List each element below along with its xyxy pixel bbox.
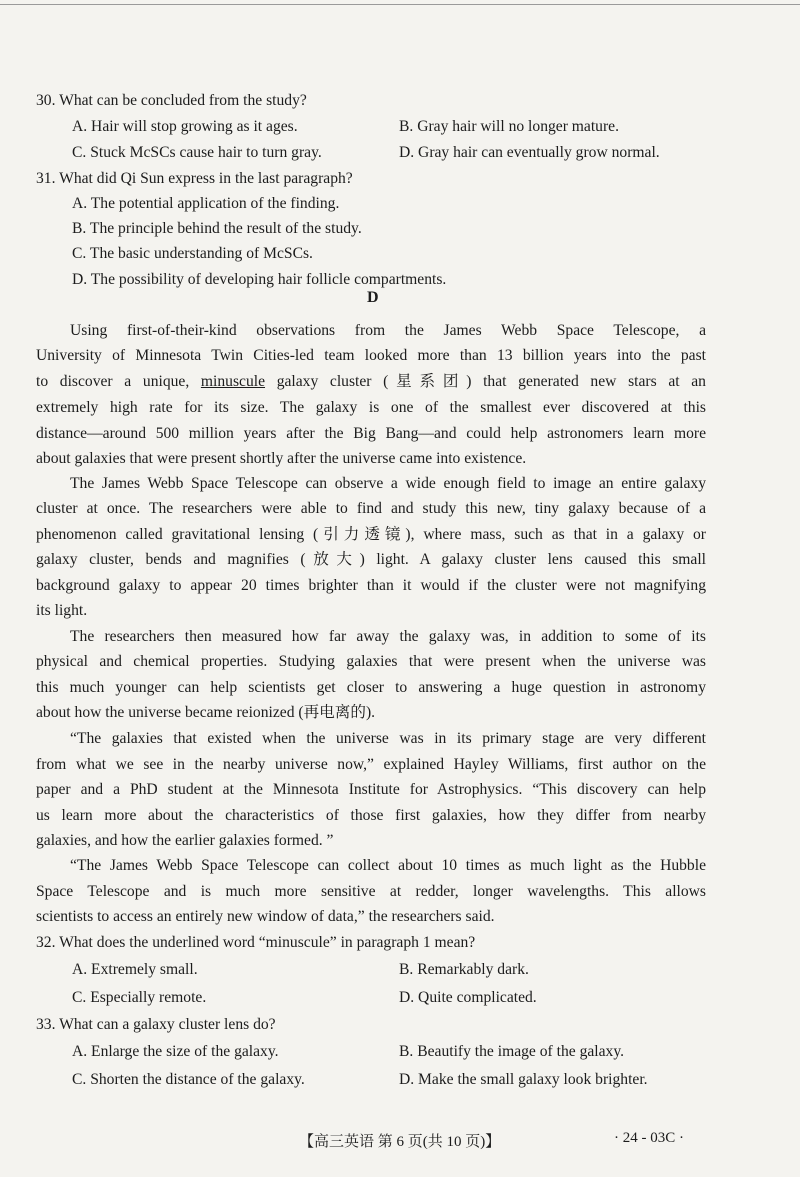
- q33-option-d: D. Make the small galaxy look brighter.: [399, 1071, 648, 1088]
- passage-p3-line: The researchers then measured how far away the galaxy was, in addition to some of its: [70, 628, 706, 645]
- p1-text: to discover a unique,: [36, 373, 190, 390]
- q32-option-a: A. Extremely small.: [72, 961, 198, 978]
- page-footer-code: · 24 - 03C ·: [614, 1130, 684, 1146]
- q31-option-d: D. The possibility of developing hair follicle compartments.: [72, 271, 447, 288]
- passage-p3-line: this much younger can help scientists get closer to answering a huge question in astronomy: [36, 679, 706, 696]
- passage-p1-line: about galaxies that were present shortly after the universe came into existence.: [36, 450, 527, 467]
- q31-option-c: C. The basic understanding of McSCs.: [72, 245, 313, 262]
- passage-p1-line: [36, 372, 706, 392]
- q33-option-c: C. Shorten the distance of the galaxy.: [72, 1071, 305, 1088]
- q30-option-d: D. Gray hair can eventually grow normal.: [399, 144, 660, 161]
- q32-option-b: B. Remarkably dark.: [399, 961, 529, 978]
- q31-stem: 31. What did Qi Sun express in the last paragraph?: [36, 170, 353, 187]
- passage-p4-line: paper and a PhD student at the Minnesota Institute for Astrophysics. “This discovery can help: [36, 781, 706, 798]
- q31-option-a: A. The potential application of the finding.: [72, 195, 340, 212]
- passage-p4-line: galaxies, and how the earlier galaxies formed. ”: [36, 832, 334, 849]
- passage-p2-line: galaxy cluster, bends and magnifies (放大) light. A galaxy cluster lens caused this small: [36, 551, 706, 568]
- passage-p1-line: University of Minnesota Twin Cities-led team looked more than 13 billion years into the past: [36, 347, 706, 364]
- passage-p4-line: us learn more about the characteristics of those first galaxies, how they differ from nearby: [36, 807, 706, 824]
- q30-option-b: B. Gray hair will no longer mature.: [399, 118, 619, 135]
- passage-p4-line: from what we see in the nearby universe now,” explained Hayley Williams, first author on the: [36, 756, 706, 773]
- top-rule: [0, 4, 800, 5]
- q31-option-b: B. The principle behind the result of the study.: [72, 220, 362, 237]
- q30-stem: 30. What can be concluded from the study?: [36, 92, 307, 109]
- passage-p4-line: “The galaxies that existed when the universe was in its primary stage are very different: [70, 730, 706, 747]
- q32-option-c: C. Especially remote.: [72, 989, 207, 1006]
- passage-p2-line: cluster at once. The researchers were able to find and study this new, tiny galaxy because of a: [36, 500, 706, 517]
- q33-stem: 33. What can a galaxy cluster lens do?: [36, 1016, 276, 1033]
- passage-p5-line: scientists to access an entirely new window of data,” the researchers said.: [36, 908, 495, 925]
- passage-p3-line: physical and chemical properties. Studying galaxies that were present when the universe was: [36, 653, 706, 670]
- q32-option-d: D. Quite complicated.: [399, 989, 537, 1006]
- q30-option-a: A. Hair will stop growing as it ages.: [72, 118, 298, 135]
- passage-p1-line: extremely high rate for its size. The galaxy is one of the smallest ever discovered at this: [36, 399, 706, 416]
- passage-p1-line: Using first-of-their-kind observations from the James Webb Space Telescope, a: [70, 322, 706, 339]
- passage-p5-line: Space Telescope and is much more sensitive at redder, longer wavelengths. This allows: [36, 883, 706, 900]
- passage-p3-line: about how the universe became reionized (再电离的).: [36, 704, 376, 721]
- q33-option-b: B. Beautify the image of the galaxy.: [399, 1043, 625, 1060]
- passage-p2-line: its light.: [36, 602, 88, 619]
- passage-p1-line: distance—around 500 million years after the Big Bang—and could help astronomers learn more: [36, 425, 706, 442]
- section-heading: D: [367, 289, 379, 306]
- q33-option-a: A. Enlarge the size of the galaxy.: [72, 1043, 279, 1060]
- passage-p2-line: background galaxy to appear 20 times brighter than it would if the cluster were not magnifying: [36, 577, 706, 594]
- p1-text: galaxy cluster (星系团) that generated new stars at an: [276, 373, 706, 390]
- passage-p2-line: phenomenon called gravitational lensing (引力透镜), where mass, such as that in a galaxy or: [36, 526, 706, 543]
- underlined-word-minuscule: minuscule: [200, 373, 266, 390]
- q30-option-c: C. Stuck McSCs cause hair to turn gray.: [72, 144, 322, 161]
- passage-p2-line: The James Webb Space Telescope can observe a wide enough field to image an entire galaxy: [70, 475, 706, 492]
- passage-p5-line: “The James Webb Space Telescope can collect about 10 times as much light as the Hubble: [70, 857, 706, 874]
- q32-stem: 32. What does the underlined word “minuscule” in paragraph 1 mean?: [36, 934, 476, 951]
- page-footer-label: 【高三英语 第 6 页(共 10 页)】: [299, 1134, 501, 1150]
